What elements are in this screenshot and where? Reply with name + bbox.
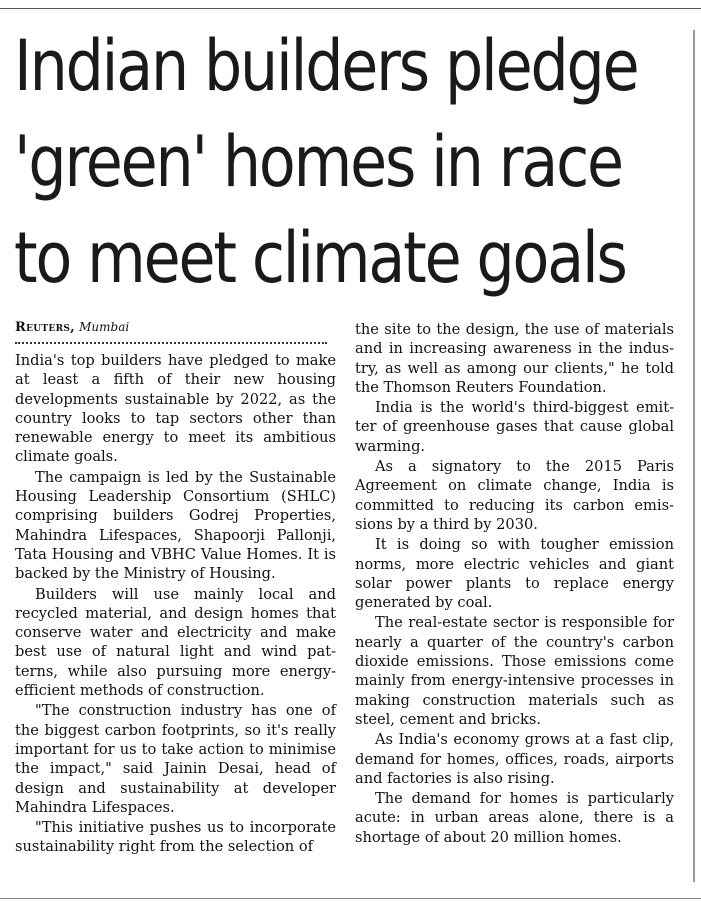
body-paragraph: It is doing so with tougher emission norms, more electric vehicles and giant solar power plants to replace energy generated by coal. (355, 536, 674, 612)
body-paragraph: The campaign is led by the Sustainable Housing Leadership Consortium (SHLC) comprising builders Godrej Properties, Mahindra Lifespaces, Shapoorji Pallonji, Tata Housing and VBHC Value Homes. It is backed by the Ministry of Housing. (15, 468, 336, 583)
byline (15, 318, 336, 337)
byline-divider (15, 342, 327, 344)
body-paragraph: As India's economy grows at a fast clip, demand for homes, offices, roads, airports and factories is also rising. (355, 731, 674, 787)
headline-line-1: Indian builders pledge (14, 25, 638, 107)
headline-line-3: to meet climate goals (14, 217, 626, 299)
body-paragraph: The real-estate sector is responsible for nearly a quarter of the country's carbon dioxide emissions. Those emissions come mainly from energy-intensive processes in making construction materials such as steel, cement and bricks. (355, 614, 674, 728)
bottom-border-rule (0, 898, 701, 899)
body-paragraph: the site to the design, the use of materials and in increasing awareness in the industry, as well as among our clients," he told the Thomson Reuters Foundation. (355, 321, 674, 396)
body-paragraph: As a signatory to the 2015 Paris Agreement on climate change, India is committed to reducing its carbon emissions by a third by 2030. (355, 458, 674, 533)
body-paragraph: The demand for homes is particularly acute: in urban areas alone, there is a shortage of about 20 million homes. (355, 790, 674, 846)
byline-city: Mumbai (79, 320, 130, 334)
body-paragraph: India is the world's third-biggest emitter of greenhouse gases that cause global warming. (355, 399, 674, 455)
body-paragraph: India's top builders have pledged to make at least a fifth of their new housing developments sustainable by 2022, as the country looks to tap sectors other than renewable energy to meet its ambitious climate goals. (15, 352, 336, 466)
right-column-rule (693, 30, 695, 882)
top-border-rule (0, 8, 701, 9)
body-paragraph: Builders will use mainly local and recycled material, and design homes that conserve water and electricity and make best use of natural light and wind patterns, while also pursuing more energy-efficient methods of construction. (15, 585, 336, 700)
body-paragraph: "The construction industry has one of the biggest carbon footprints, so it's really important for us to take action to minimise the impact," said Jainin Desai, head of design and sustainability at developer Mahindra Lifespaces. (15, 702, 336, 816)
article-column-right (355, 320, 674, 847)
headline (14, 18, 638, 306)
byline-agency: Reuters, (15, 320, 75, 335)
body-paragraph: "This initiative pushes us to incorporate sustainability right from the selection of (15, 819, 336, 856)
headline-line-2: 'green' homes in race (14, 121, 622, 203)
article-column-left (15, 318, 336, 857)
